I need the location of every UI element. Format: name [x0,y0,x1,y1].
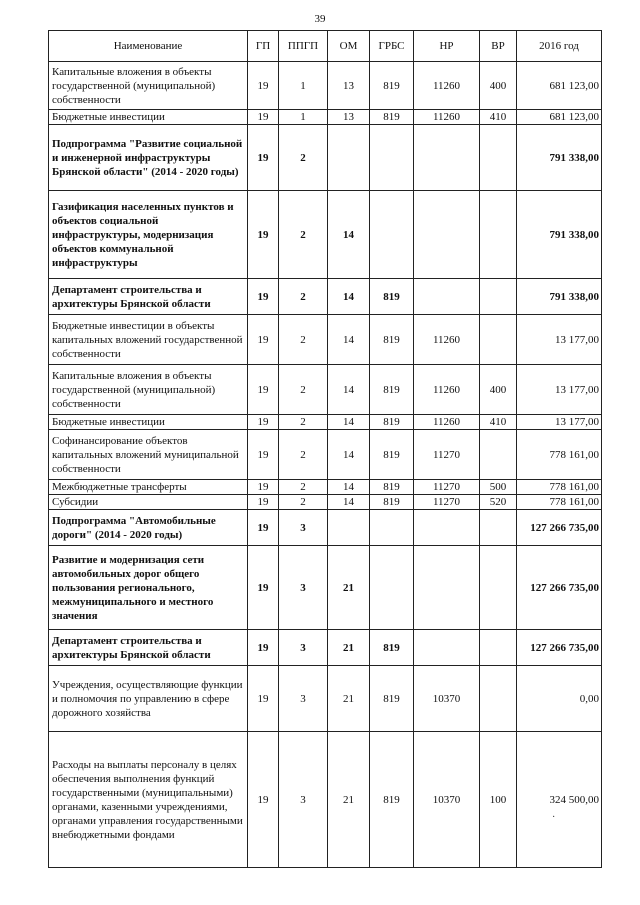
row-nr: 11270 [414,430,480,480]
row-amount: 791 338,00 [517,279,602,315]
row-gp: 19 [248,279,279,315]
row-ppgp: 2 [279,480,328,495]
table-row [49,279,602,315]
row-amount: 13 177,00 [517,365,602,415]
row-amount: 681 123,00 [517,110,602,125]
row-grbs [370,125,414,191]
row-ppgp: 3 [279,732,328,868]
row-grbs: 819 [370,365,414,415]
row-grbs: 819 [370,110,414,125]
row-amount: 681 123,00 [517,62,602,110]
row-nr: 11260 [414,315,480,365]
table-row [49,365,602,415]
row-name: Газификация населенных пунктов и объектов социальной инфраструктуры, модернизация объектов коммунальной инфраструктуры [49,191,248,279]
row-vr [480,191,517,279]
row-nr: 11270 [414,495,480,510]
row-name: Учреждения, осуществляющие функции и полномочия по управлению в сфере дорожного хозяйства [49,666,248,732]
row-om: 21 [328,732,370,868]
row-gp: 19 [248,365,279,415]
row-om [328,510,370,546]
row-ppgp: 3 [279,546,328,630]
col-header-year: 2016 год [517,31,602,62]
row-vr: 500 [480,480,517,495]
row-ppgp: 1 [279,110,328,125]
table-row [49,315,602,365]
row-grbs: 819 [370,430,414,480]
budget-table [48,30,602,868]
row-gp: 19 [248,125,279,191]
row-grbs: 819 [370,415,414,430]
row-amount: 791 338,00 [517,191,602,279]
row-nr: 11260 [414,365,480,415]
row-amount: 13 177,00 [517,315,602,365]
row-ppgp: 1 [279,62,328,110]
row-nr [414,510,480,546]
col-header-nr: НР [414,31,480,62]
row-name: Департамент строительства и архитектуры Брянской области [49,630,248,666]
row-om: 14 [328,279,370,315]
row-om: 14 [328,495,370,510]
table-row [49,666,602,732]
row-amount: 127 266 735,00 [517,546,602,630]
row-gp: 19 [248,480,279,495]
table-row [49,480,602,495]
table-row [49,510,602,546]
row-name: Капитальные вложения в объекты государственной (муниципальной) собственности [49,365,248,415]
row-om: 14 [328,365,370,415]
row-name: Расходы на выплаты персоналу в целях обеспечения выполнения функций государственными (муниципальными) органами, казенными учреждениями, органами управления государственными внебюджетными фондами [49,732,248,868]
row-amount: 0,00 [517,666,602,732]
row-nr: 11260 [414,62,480,110]
col-header-name: Наименование [49,31,248,62]
row-om: 14 [328,315,370,365]
row-name: Софинансирование объектов капитальных вложений муниципальной собственности [49,430,248,480]
row-gp: 19 [248,430,279,480]
row-ppgp: 2 [279,415,328,430]
row-ppgp: 3 [279,510,328,546]
row-nr: 10370 [414,666,480,732]
row-om: 14 [328,430,370,480]
row-nr [414,630,480,666]
col-header-om: ОМ [328,31,370,62]
row-amount: 778 161,00 [517,480,602,495]
row-grbs [370,510,414,546]
row-grbs: 819 [370,666,414,732]
row-grbs: 819 [370,630,414,666]
row-nr: 11260 [414,415,480,430]
row-vr: 410 [480,110,517,125]
row-vr [480,315,517,365]
row-gp: 19 [248,666,279,732]
row-amount: 778 161,00 [517,495,602,510]
row-ppgp: 2 [279,191,328,279]
row-name: Капитальные вложения в объекты государственной (муниципальной) собственности [49,62,248,110]
row-gp: 19 [248,732,279,868]
row-om: 14 [328,191,370,279]
row-ppgp: 2 [279,279,328,315]
row-gp: 19 [248,415,279,430]
table-row [49,430,602,480]
row-gp: 19 [248,191,279,279]
row-grbs: 819 [370,315,414,365]
row-name: Подпрограмма "Развитие социальной и инженерной инфраструктуры Брянской области" (2014 - 2020 годы) [49,125,248,191]
row-nr [414,546,480,630]
row-ppgp: 2 [279,365,328,415]
row-amount: 324 500,00 [517,732,602,868]
row-grbs: 819 [370,495,414,510]
table-row [49,546,602,630]
row-vr [480,279,517,315]
row-name: Развитие и модернизация сети автомобильных дорог общего пользования регионального, межмуниципального и местного значения [49,546,248,630]
row-gp: 19 [248,110,279,125]
row-vr: 410 [480,415,517,430]
row-vr [480,546,517,630]
col-header-ppgp: ППГП [279,31,328,62]
row-vr [480,630,517,666]
row-om: 21 [328,630,370,666]
row-ppgp: 2 [279,495,328,510]
row-nr [414,279,480,315]
row-amount: 13 177,00 [517,415,602,430]
row-name: Департамент строительства и архитектуры Брянской области [49,279,248,315]
col-header-vr: ВР [480,31,517,62]
row-vr: 400 [480,62,517,110]
row-vr: 520 [480,495,517,510]
scan-speck: · [552,812,556,823]
row-om: 14 [328,415,370,430]
row-gp: 19 [248,495,279,510]
row-vr [480,125,517,191]
row-grbs [370,546,414,630]
row-grbs [370,191,414,279]
row-gp: 19 [248,315,279,365]
row-name: Межбюджетные трансферты [49,480,248,495]
row-gp: 19 [248,546,279,630]
row-name: Бюджетные инвестиции в объекты капитальных вложений государственной собственности [49,315,248,365]
page-number: 39 [314,13,326,25]
table-header-row [49,31,602,62]
row-nr [414,191,480,279]
row-grbs: 819 [370,732,414,868]
table-row [49,630,602,666]
row-grbs: 819 [370,480,414,495]
row-ppgp: 3 [279,666,328,732]
table-row [49,415,602,430]
row-gp: 19 [248,62,279,110]
table-row [49,191,602,279]
row-om: 14 [328,480,370,495]
row-name: Подпрограмма "Автомобильные дороги" (2014 - 2020 годы) [49,510,248,546]
row-name: Бюджетные инвестиции [49,415,248,430]
row-name: Субсидии [49,495,248,510]
row-gp: 19 [248,630,279,666]
row-gp: 19 [248,510,279,546]
table-row [49,495,602,510]
row-grbs: 819 [370,279,414,315]
row-vr [480,666,517,732]
row-ppgp: 3 [279,630,328,666]
row-ppgp: 2 [279,315,328,365]
table-row [49,62,602,110]
row-grbs: 819 [370,62,414,110]
row-om: 13 [328,110,370,125]
row-om: 21 [328,666,370,732]
row-om: 21 [328,546,370,630]
row-amount: 127 266 735,00 [517,510,602,546]
row-vr [480,510,517,546]
row-ppgp: 2 [279,125,328,191]
row-amount: 127 266 735,00 [517,630,602,666]
row-nr [414,125,480,191]
row-vr: 100 [480,732,517,868]
row-nr: 11260 [414,110,480,125]
table-row [49,125,602,191]
row-amount: 778 161,00 [517,430,602,480]
row-om [328,125,370,191]
table-row [49,732,602,868]
row-ppgp: 2 [279,430,328,480]
row-name: Бюджетные инвестиции [49,110,248,125]
row-vr [480,430,517,480]
col-header-gp: ГП [248,31,279,62]
row-amount: 791 338,00 [517,125,602,191]
col-header-grbs: ГРБС [370,31,414,62]
row-om: 13 [328,62,370,110]
row-nr: 11270 [414,480,480,495]
row-nr: 10370 [414,732,480,868]
row-vr: 400 [480,365,517,415]
table-row [49,110,602,125]
